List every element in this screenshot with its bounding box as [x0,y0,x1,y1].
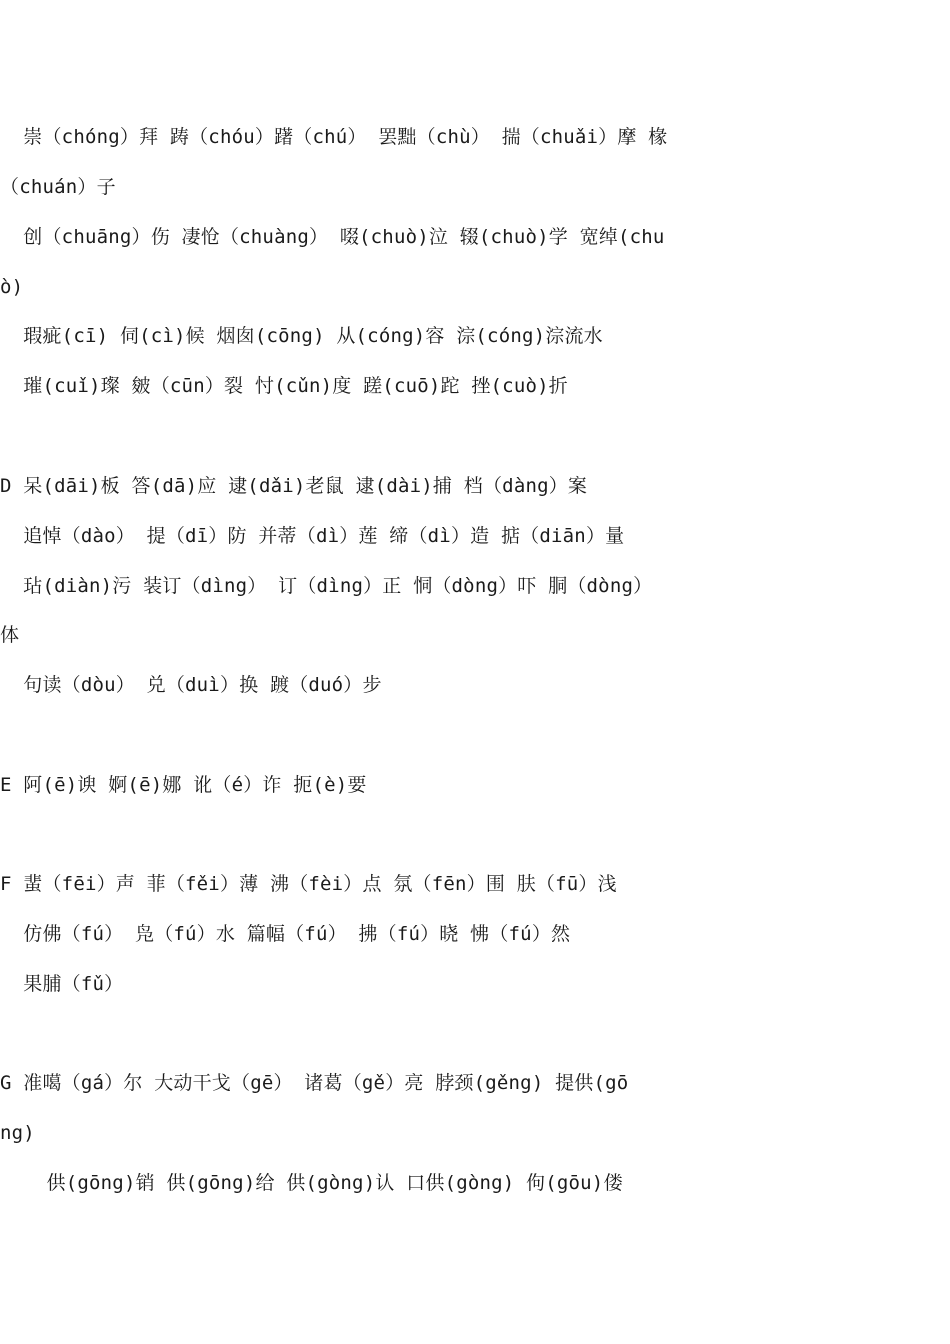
text-line: ng) [0,1122,35,1144]
text-line: 体 [0,624,20,646]
section-g-line: G 准噶（gá）尔 大动干戈（gē） 诸葛（gě）亮 脖颈(gěng) 提供(gō [0,1072,629,1094]
text-line: （chuán）子 [0,176,116,198]
text-line: ò) [0,276,24,298]
text-line: 玷(diàn)污 装订（dìng） 订（dìng）正 恫（dòng）吓 胴（dòng） [0,575,653,597]
text-line: 供(gōng)销 供(gōng)给 供(gòng)认 口供(gòng) 佝(gōu)偻 [0,1172,623,1194]
text-line: 句读（dòu） 兑（duì）换 踱（duó）步 [0,674,382,696]
text-line: 果脯（fǔ） [0,973,124,995]
text-line: 璀(cuǐ)璨 皴（cūn）裂 忖(cǔn)度 蹉(cuō)跎 挫(cuò)折 [0,375,568,397]
section-f-line: F 蜚（fēi）声 菲（fěi）薄 沸（fèi）点 氛（fēn）围 肤（fū）浅 [0,873,617,895]
text-line: 崇（chóng）拜 踌（chóu）躇（chú） 罢黜（chù） 揣（chuǎi）摩 椽 [0,126,668,148]
text-line: 仿佛（fú） 凫（fú）水 篇幅（fú） 拂（fú）晓 怫（fú）然 [0,923,571,945]
text-line: 创（chuāng）伤 凄怆（chuàng） 啜(chuò)泣 辍(chuò)学 宽绰(chu [0,226,665,248]
section-d-line: D 呆(dāi)板 答(dā)应 逮(dǎi)老鼠 逮(dài)捕 档（dàng）案 [0,475,588,497]
section-e-line: E 阿(ē)谀 婀(ē)娜 讹（é）诈 扼(è)要 [0,774,367,796]
text-line: 追悼（dào） 提（dī）防 并蒂（dì）莲 缔（dì）造 掂（diān）量 [0,525,625,547]
text-line: 瑕疵(cī) 伺(cì)候 烟囱(cōng) 从(cóng)容 淙(cóng)淙流水 [0,325,603,347]
